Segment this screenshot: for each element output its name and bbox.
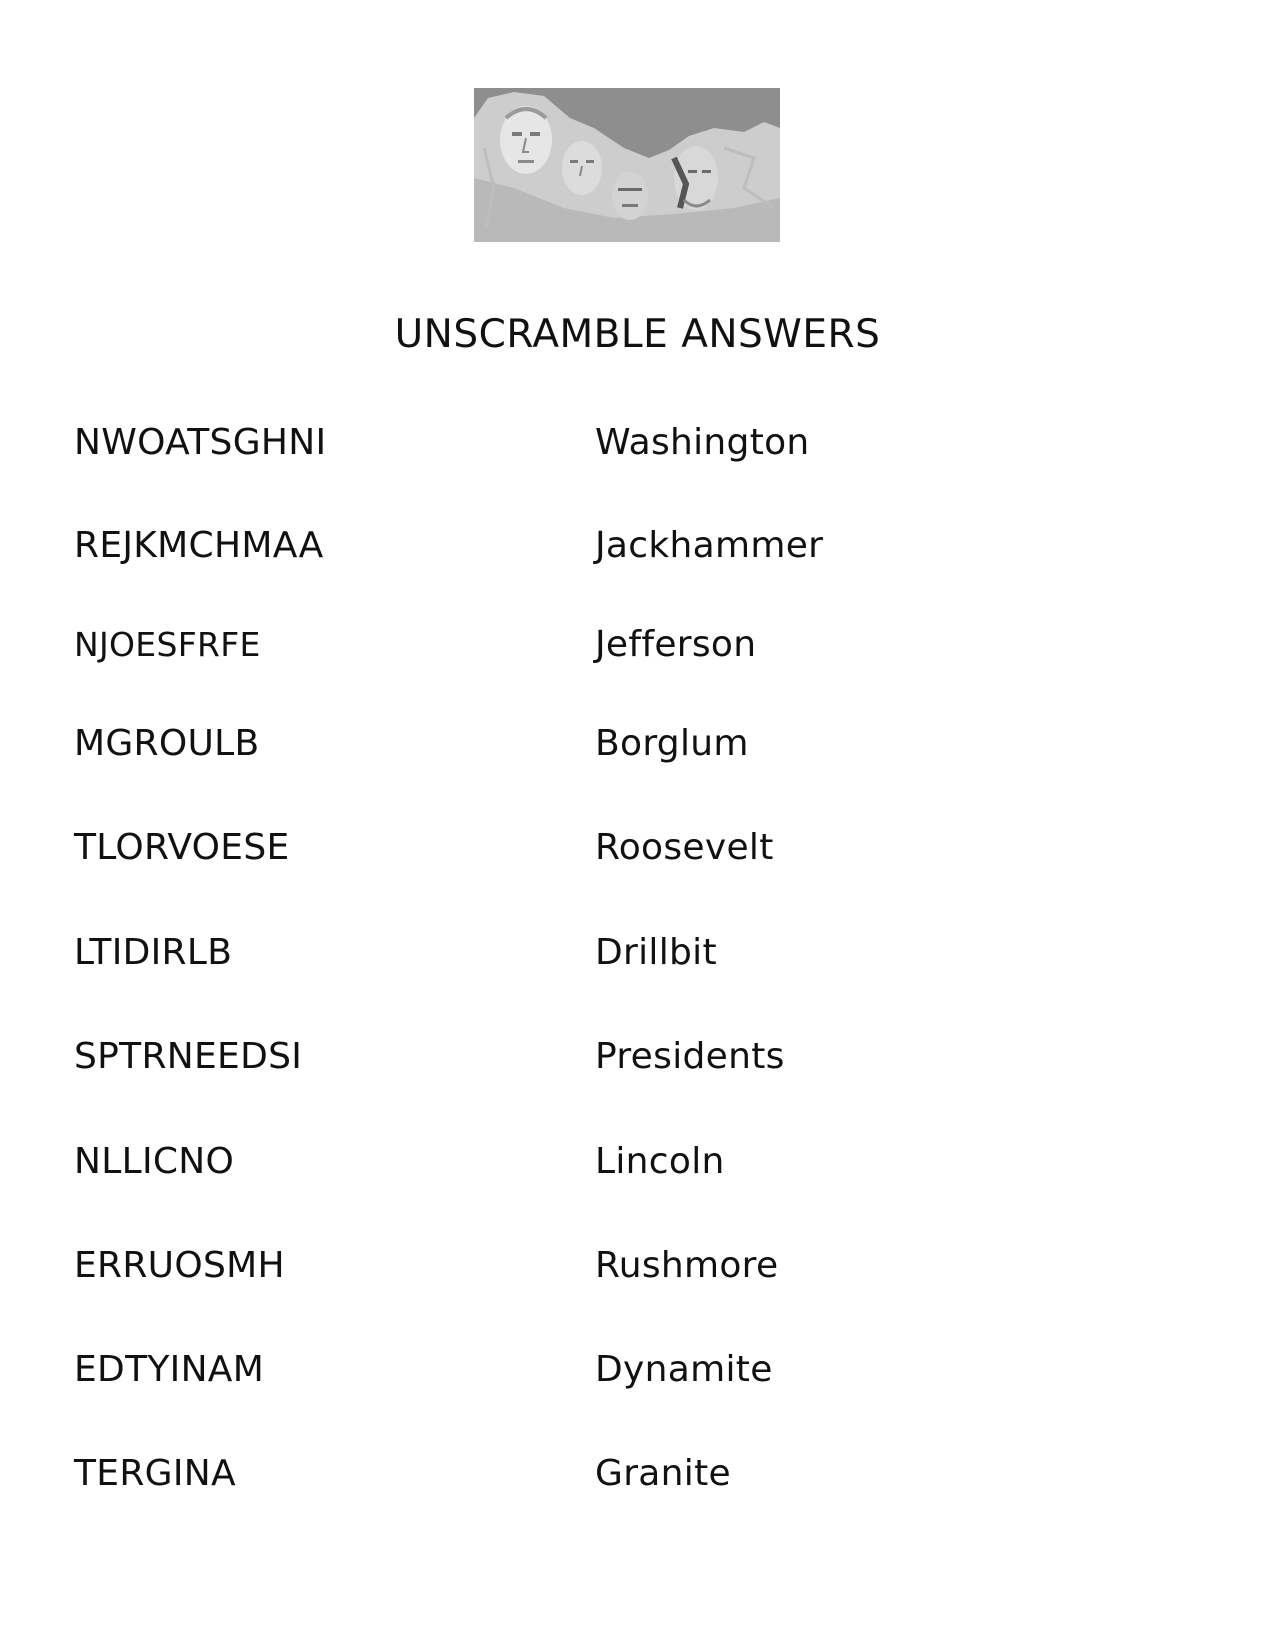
scrambled-word: TLORVOESE [74, 827, 290, 868]
answer-word: Borglum [595, 723, 749, 764]
scrambled-word: NLLICNO [74, 1141, 235, 1182]
scrambled-word: NWOATSGHNI [74, 422, 327, 463]
word-row [0, 518, 1275, 574]
answer-word: Lincoln [595, 1141, 725, 1182]
mount-rushmore-photo [474, 88, 780, 242]
word-row [0, 415, 1275, 471]
scrambled-word: TERGINA [74, 1453, 236, 1494]
word-row [0, 1342, 1275, 1398]
scrambled-word: NJOESFRFE [74, 625, 261, 664]
answer-word: Rushmore [595, 1245, 779, 1286]
word-row [0, 1446, 1275, 1502]
answer-word: Jefferson [595, 624, 757, 665]
scrambled-word: SPTRNEEDSI [74, 1036, 303, 1077]
answer-word: Roosevelt [595, 827, 774, 868]
scrambled-word: ERRUOSMH [74, 1245, 285, 1286]
page-title: UNSCRAMBLE ANSWERS [394, 312, 881, 357]
answer-word: Jackhammer [595, 525, 824, 566]
answer-word: Washington [595, 422, 810, 463]
word-row [0, 716, 1275, 772]
word-row [0, 820, 1275, 876]
word-row [0, 1134, 1275, 1190]
answer-word: Drillbit [595, 932, 717, 973]
scrambled-word: REJKMCHMAA [74, 525, 324, 566]
word-row [0, 1029, 1275, 1085]
scrambled-word: MGROULB [74, 723, 260, 764]
answer-word: Dynamite [595, 1349, 773, 1390]
mount-rushmore-icon [474, 88, 780, 242]
word-row [0, 617, 1275, 673]
scrambled-word: EDTYINAM [74, 1349, 265, 1390]
answer-word: Granite [595, 1453, 731, 1494]
word-row [0, 1238, 1275, 1294]
scrambled-word: LTIDIRLB [74, 932, 233, 973]
word-row [0, 925, 1275, 981]
answer-word: Presidents [595, 1036, 785, 1077]
